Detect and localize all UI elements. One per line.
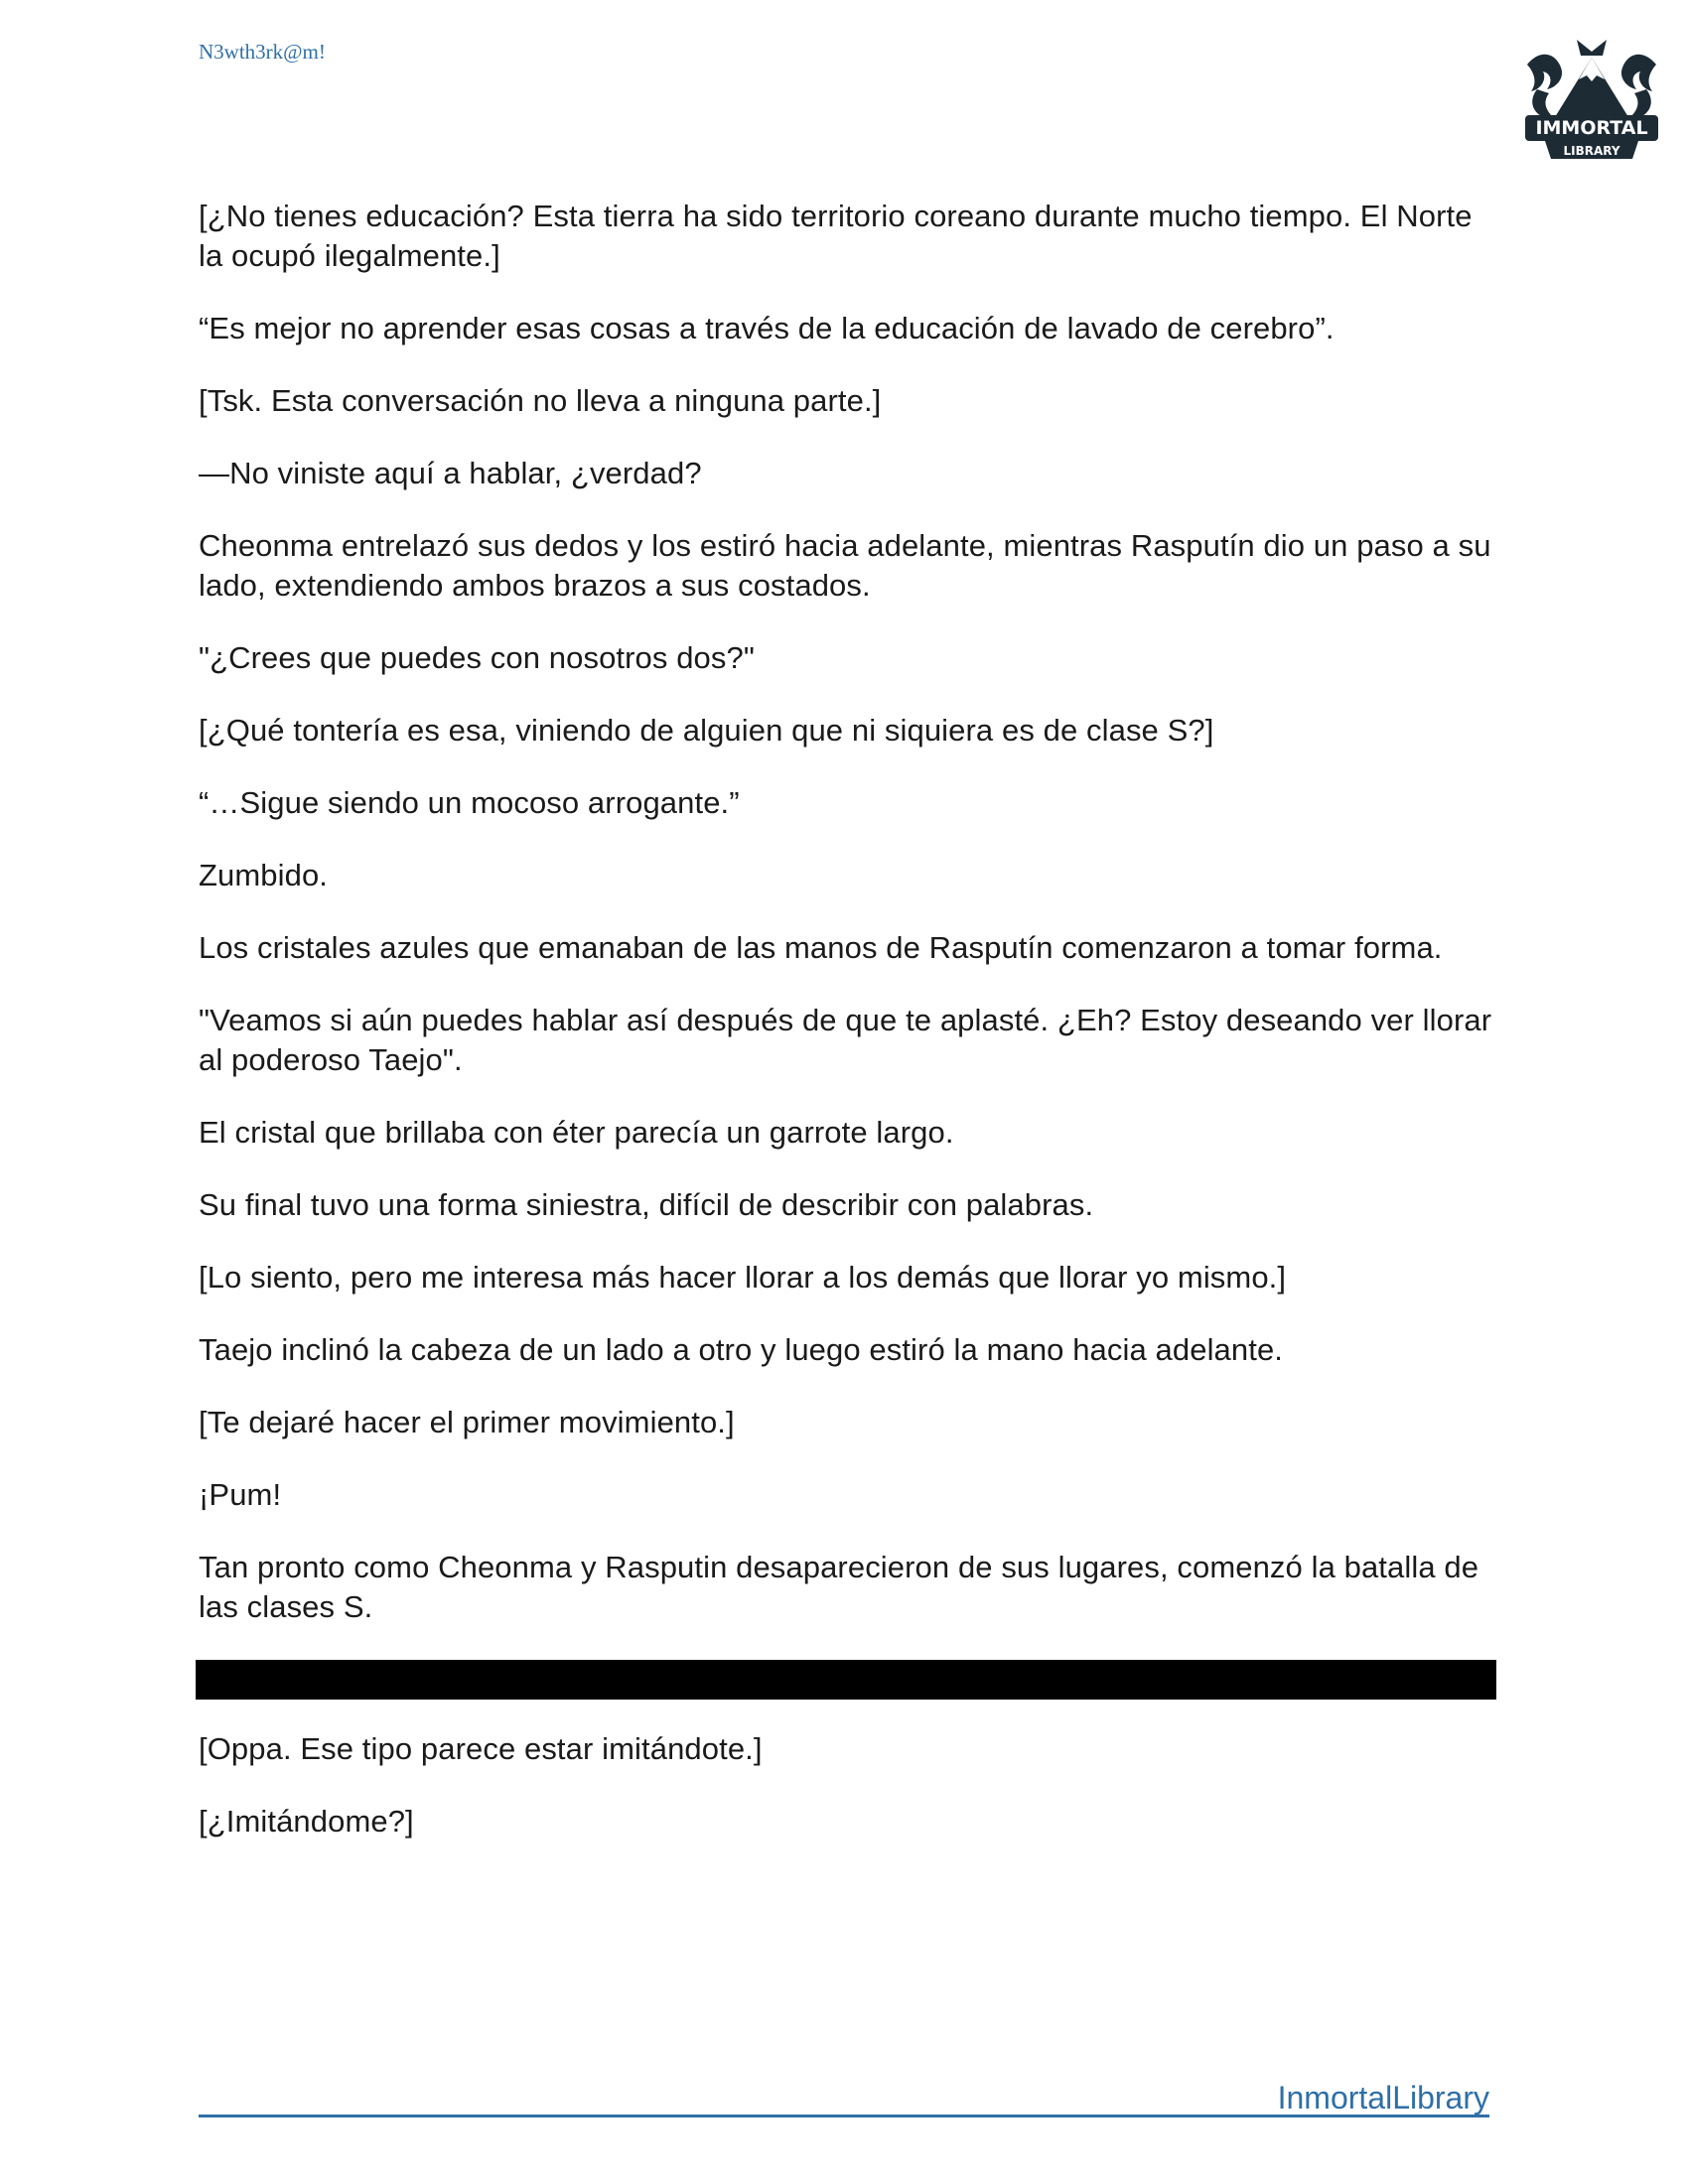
paragraph: Zumbido. [199, 858, 329, 892]
paragraph: “Es mejor no aprender esas cosas a través de la educación de lavado de cerebro”. [199, 311, 1335, 345]
paragraph: [Lo siento, pero me interesa más hacer llorar a los demás que llorar yo mismo.] [199, 1260, 1287, 1295]
paragraph: El cristal que brillaba con éter parecía un garrote largo. [199, 1115, 954, 1150]
logo-line1: IMMORTAL [1535, 117, 1648, 139]
paragraph: "¿Crees que puedes con nosotros dos?" [199, 640, 755, 675]
paragraph: "Veamos si aún puedes hablar así después de que te aplasté. ¿Eh? Estoy deseando ver llorar al poderoso Taejo". [199, 1003, 1492, 1077]
paragraph: “…Sigue siendo un mocoso arrogante.” [199, 785, 740, 820]
paragraph: Tan pronto como Cheonma y Rasputin desaparecieron de sus lugares, comenzó la batalla de las clases S. [199, 1550, 1479, 1624]
paragraph: Su final tuvo una forma siniestra, difícil de describir con palabras. [199, 1187, 1094, 1222]
footer-library-link[interactable]: InmortalLibrary [1277, 2080, 1489, 2116]
dragon-mountain-emblem-icon [1517, 30, 1666, 174]
logo-line2: LIBRARY [1563, 144, 1620, 158]
paragraph: Cheonma entrelazó sus dedos y los estiró hacia adelante, mientras Rasputín dio un paso a su lado, extendiendo ambos brazos a sus costados. [199, 528, 1491, 603]
paragraph: —No viniste aquí a hablar, ¿verdad? [199, 456, 702, 490]
paragraph: [Tsk. Esta conversación no lleva a ninguna parte.] [199, 383, 882, 418]
header-watermark-text: N3wth3rk@m! [199, 40, 326, 64]
immortal-library-logo [1517, 30, 1666, 174]
paragraph: [Te dejaré hacer el primer movimiento.] [199, 1405, 735, 1439]
paragraph: Los cristales azules que emanaban de las manos de Rasputín comenzaron a tomar forma. [199, 930, 1443, 965]
document-body [199, 197, 1494, 1874]
paragraphs-after-divider [199, 1729, 1494, 1842]
scene-break-divider [196, 1660, 1496, 1700]
paragraph: [¿Qué tontería es esa, viniendo de alguien que ni siquiera es de clase S?] [199, 713, 1214, 748]
paragraph: Taejo inclinó la cabeza de un lado a otro y luego estiró la mano hacia adelante. [199, 1332, 1284, 1367]
paragraphs-before-divider [199, 197, 1494, 1627]
paragraph: [¿Imitándome?] [199, 1804, 414, 1839]
paragraph: [Oppa. Ese tipo parece estar imitándote.] [199, 1731, 763, 1766]
paragraph: [¿No tienes educación? Esta tierra ha sido territorio coreano durante mucho tiempo. El Norte la ocupó ilegalmente.] [199, 199, 1473, 273]
paragraph: ¡Pum! [199, 1477, 282, 1512]
